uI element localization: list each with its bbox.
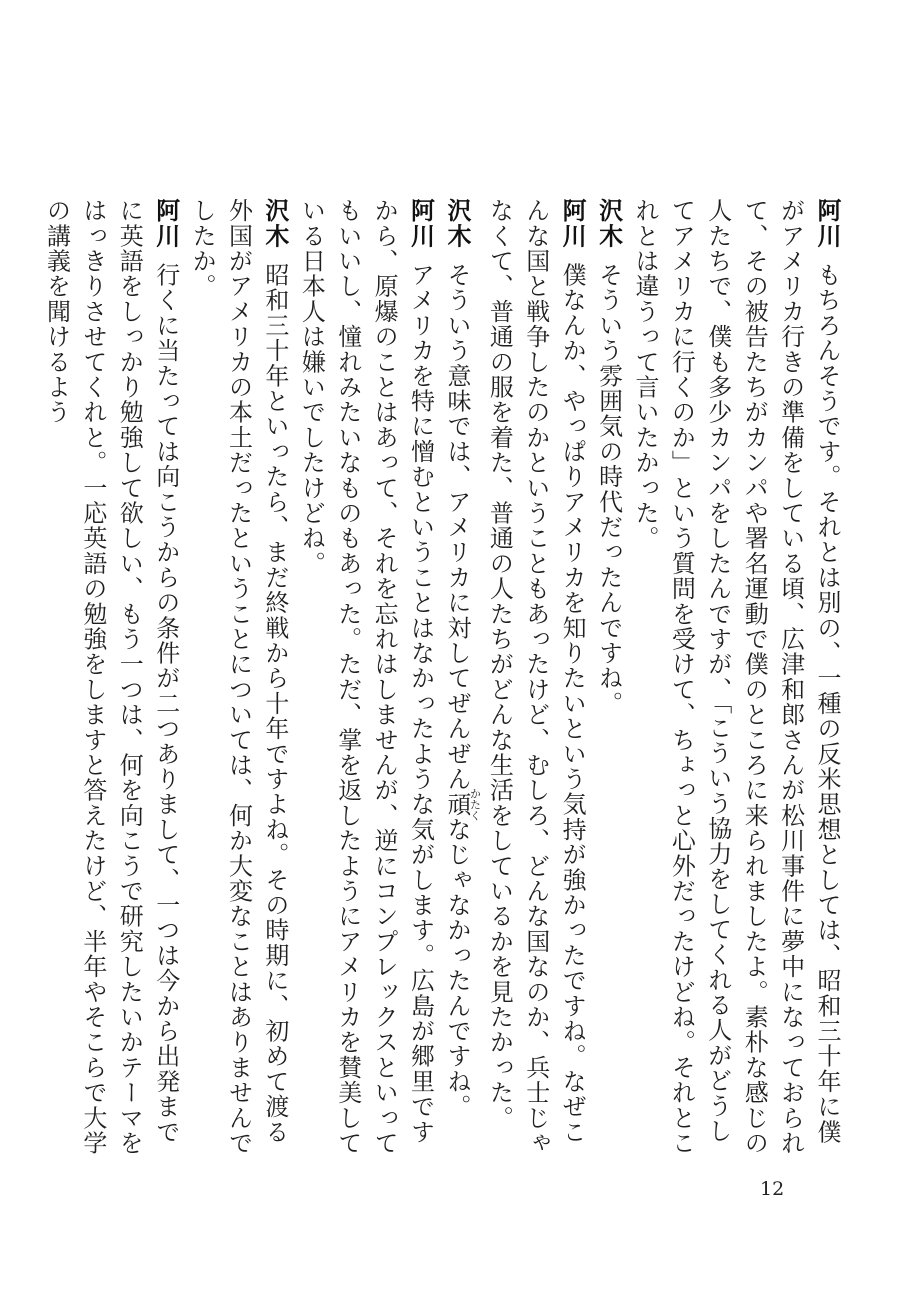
speaker-name: 阿川	[558, 198, 587, 249]
speech-text: そういう雰囲気の時代だったんですね。	[594, 262, 623, 717]
speech-text: アメリカを特に憎むということはなかったような気がします。広島が郷里ですから、原爆のことはあって、それを忘れはしませんが、逆にコンプレックスといってもいいし、憧れみたいなものもあった。ただ、掌を返したようにアメリカを賛美している日本人は嫌いでしたけどね。	[297, 198, 435, 1156]
speaker-name: 阿川	[151, 198, 180, 249]
speech-text: なじゃなかったんですね。	[442, 816, 471, 1120]
speaker-name: 沢木	[260, 198, 289, 249]
page-number: 12	[760, 1178, 785, 1200]
speaker-name: 沢木	[594, 198, 623, 249]
ruby-base: 頑	[442, 787, 471, 821]
speech-text: もちろんそうです。それとは別の、一種の反米思想としては、昭和三十年に僕がアメリカ行きの準備をしている頃、広津和郎さんが松川事件に夢中になっておられて、その被告たちがカンパや署名運動で僕のところに来られましたよ。素朴な感じの人たちで、僕も多少カンパをしたんですが、「こういう協力をしてくれる人がどうしてアメリカに行くのか」という質問を受けて、ちょっと心外だったけどね。それとこれとは違うって言いたかった。	[630, 198, 841, 1156]
speaker-name: 阿川	[406, 198, 435, 249]
speech-block	[184, 198, 293, 1158]
speech-block	[439, 198, 481, 1158]
dialogue-text	[42, 198, 845, 1158]
speech-block	[293, 198, 439, 1158]
speaker-name: 阿川	[813, 198, 841, 249]
speech-text: 僕なんか、やっぱりアメリカを知りたいという気持が強かったですね。なぜこんな国と戦争したのかということもあったけど、むしろ、どんな国なのか、兵士じゃなくて、普通の服を着た、普通の人たちがどんな生活をしているかを見たかった。	[485, 198, 587, 1156]
ruby-reading: かたく	[468, 787, 482, 821]
speech-text: そういう意味では、アメリカに対してぜんぜん	[442, 262, 471, 792]
speech-text: 昭和三十年といったら、まだ終戦から十年ですよね。その時期に、初めて渡る外国がアメリカの本土だったということについては、何か大変なことはありませんでしたか。	[188, 198, 289, 1156]
speech-block	[38, 198, 184, 1158]
speech-text: 行くに当たっては向こうからの条件が二つありまして、一つは今から出発までに英語をしっかり勉強して欲しい、もう一つは、何を向こうで研究したいかテーマをはっきりさせてくれと。一応英語の勉強をしますと答えたけど、半年やそこらで大学の講義を聞けるよう	[42, 198, 180, 1156]
speaker-name: 沢木	[442, 198, 471, 249]
speech-block	[590, 198, 626, 1158]
speech-block	[481, 198, 590, 1158]
speech-block	[627, 198, 845, 1158]
ruby-annotation	[442, 787, 482, 821]
